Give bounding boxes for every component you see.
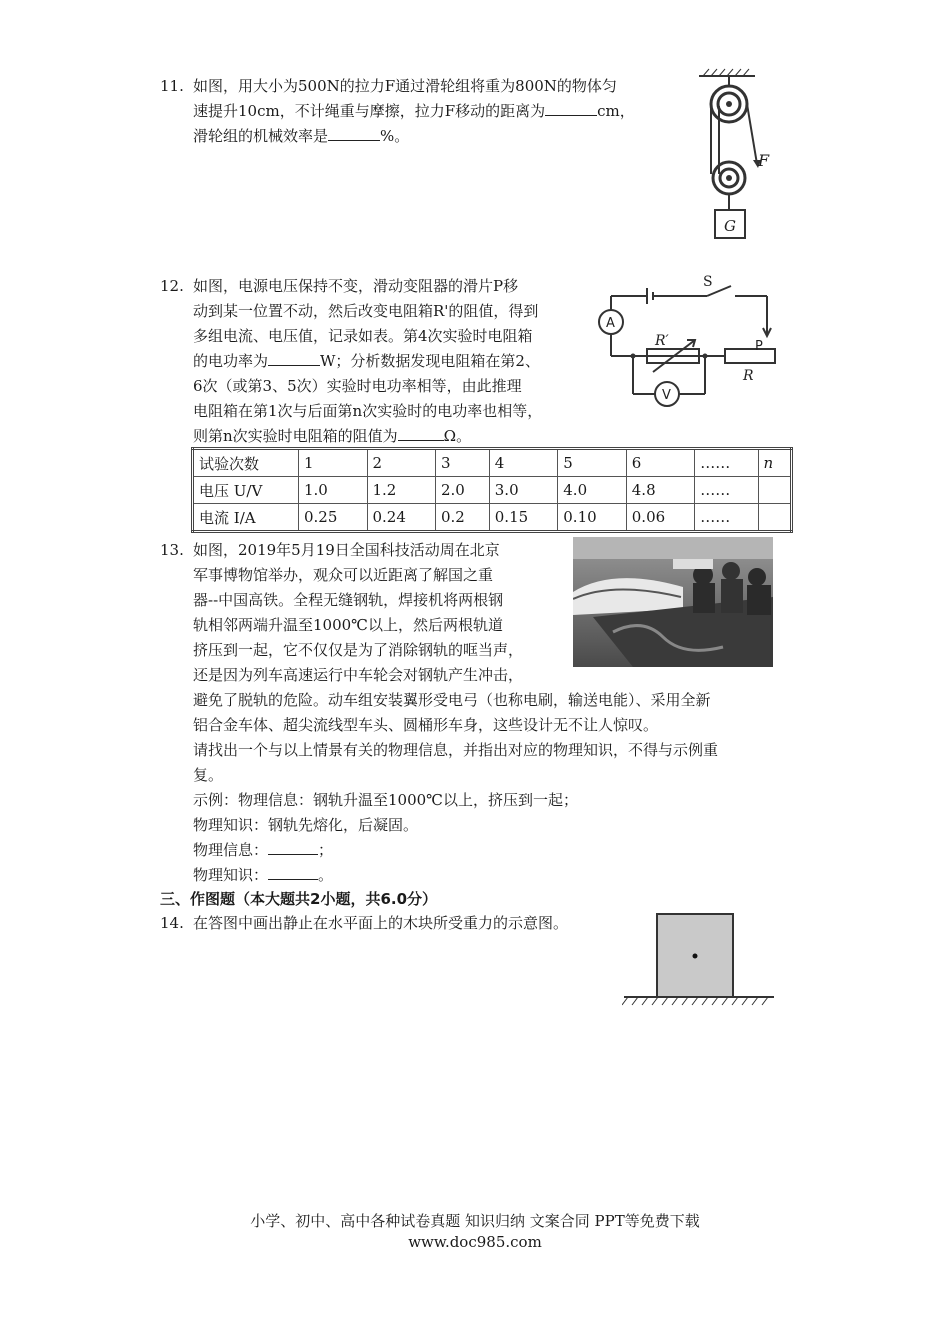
question-number: 14. — [160, 914, 184, 932]
example-text: 物理知识：钢轨先熔化，后凝固。 — [193, 816, 419, 834]
table-cell: 电压 U/V — [193, 477, 299, 504]
weight-label: G — [724, 217, 736, 235]
answer-blank[interactable] — [268, 865, 318, 880]
voltmeter-label: V — [662, 388, 671, 403]
text-fragment: %。 — [380, 127, 410, 145]
question-text: 轨相邻两端升温至1000℃以上，然后两根轨道 — [193, 616, 503, 634]
answer-blank[interactable] — [328, 126, 380, 141]
question-text: 动到某一位置不动，然后改变电阻箱R'的阻值，得到 — [193, 302, 539, 320]
question-number: 13. — [160, 541, 184, 559]
question-text: 6次（或第3、5次）实验时电功率相等，由此推理 — [193, 377, 522, 395]
question-text: 挤压到一起，它不仅仅是为了消除钢轨的哐当声， — [193, 641, 524, 659]
table-cell: …… — [695, 477, 758, 504]
text-fragment: 物理知识： — [193, 866, 269, 884]
question-text: 避免了脱轨的危险。动车组安装翼形受电弓（也称电刷，输送电能）、采用全新 — [193, 691, 711, 709]
question-text: 复。 — [193, 766, 224, 784]
table-cell: 1.0 — [299, 477, 368, 504]
text-fragment: 的电功率为 — [193, 352, 269, 370]
question-text: 请找出一个与以上情景有关的物理信息，并指出对应的物理知识，不得与示例重 — [193, 741, 719, 759]
question-text: 如图，用大小为500N的拉力F通过滑轮组将重为800N的物体匀 — [193, 77, 617, 95]
table-cell: 0.06 — [626, 504, 695, 532]
switch-label: S — [703, 274, 713, 290]
table-cell: n — [758, 449, 791, 477]
answer-blank[interactable] — [268, 840, 318, 855]
table-cell: 1.2 — [367, 477, 436, 504]
data-table — [191, 447, 793, 533]
table-cell: 1 — [299, 449, 368, 477]
question-text: 器--中国高铁。全程无缝钢轨，焊接机将两根钢 — [193, 591, 504, 609]
circuit-diagram — [595, 272, 780, 412]
text-fragment: cm， — [597, 102, 635, 120]
question-number: 11. — [160, 77, 184, 95]
table-cell: 电流 I/A — [193, 504, 299, 532]
table-cell: …… — [695, 449, 758, 477]
table-cell: 0.15 — [489, 504, 558, 532]
answer-blank[interactable] — [545, 101, 597, 116]
table-cell: …… — [695, 504, 758, 532]
answer-blank[interactable] — [398, 426, 444, 441]
question-text — [193, 126, 409, 146]
answer-blank[interactable] — [268, 351, 320, 366]
footer-text: 小学、初中、高中各种试卷真题 知识归纳 文案合同 PPT等免费下载 — [250, 1212, 700, 1230]
text-fragment: 物理信息： — [193, 841, 269, 859]
table-cell: 0.24 — [367, 504, 436, 532]
answer-line — [193, 865, 333, 885]
rheostat-label: R — [743, 368, 754, 384]
question-text: 在答图中画出静止在水平面上的木块所受重力的示意图。 — [193, 914, 569, 932]
question-number: 12. — [160, 277, 184, 295]
high-speed-train-photo — [573, 537, 773, 667]
table-cell: 2.0 — [436, 477, 490, 504]
table-cell: 4 — [489, 449, 558, 477]
question-text — [193, 426, 471, 446]
question-text: 多组电流、电压值，记录如表。第4次实验时电阻箱 — [193, 327, 533, 345]
force-label: F — [758, 151, 770, 170]
question-text — [193, 101, 635, 121]
text-fragment: 则第n次实验时电阻箱的阻值为 — [193, 427, 398, 445]
table-row — [193, 477, 792, 504]
slider-label: P — [755, 339, 763, 354]
table-cell: 4.0 — [558, 477, 627, 504]
question-text: 如图，2019年5月19日全国科技活动周在北京 — [193, 541, 500, 559]
text-fragment: W；分析数据发现电阻箱在第2、 — [320, 352, 540, 370]
wooden-block-figure — [622, 910, 777, 1010]
resistor-box-label: R′ — [655, 333, 669, 349]
question-text — [193, 351, 540, 371]
footer-url[interactable]: www.doc985.com — [408, 1233, 542, 1251]
question-text: 还是因为列车高速运行中车轮会对钢轨产生冲击， — [193, 666, 524, 684]
table-row — [193, 449, 792, 477]
text-fragment: 滑轮组的机械效率是 — [193, 127, 329, 145]
table-cell: 4.8 — [626, 477, 695, 504]
answer-line — [193, 840, 333, 860]
table-cell — [758, 504, 791, 532]
table-row — [193, 504, 792, 532]
table-cell: 3 — [436, 449, 490, 477]
question-text: 铝合金车体、超尖流线型车头、圆桶形车身，这些设计无不让人惊叹。 — [193, 716, 659, 734]
text-fragment: 速提升10cm，不计绳重与摩擦，拉力F移动的距离为 — [193, 102, 546, 120]
question-text: 军事博物馆举办，观众可以近距离了解国之重 — [193, 566, 494, 584]
pulley-system-figure — [695, 66, 785, 246]
table-cell: 0.10 — [558, 504, 627, 532]
section-heading: 三、作图题（本大题共2小题，共6.0分） — [160, 890, 438, 908]
table-cell: 5 — [558, 449, 627, 477]
table-cell: 试验次数 — [193, 449, 299, 477]
photo-illustration — [573, 537, 773, 667]
text-fragment: ； — [318, 841, 334, 859]
ammeter-label: A — [606, 316, 615, 331]
text-fragment: 。 — [318, 866, 334, 884]
text-fragment: Ω。 — [443, 427, 472, 445]
table-cell: 6 — [626, 449, 695, 477]
table-cell: 2 — [367, 449, 436, 477]
table-cell: 3.0 — [489, 477, 558, 504]
question-text: 电阻箱在第1次与后面第n次实验时的电功率也相等， — [193, 402, 543, 420]
table-cell: 0.2 — [436, 504, 490, 532]
table-cell: 0.25 — [299, 504, 368, 532]
example-text: 示例：物理信息：钢轨升温至1000℃以上，挤压到一起； — [193, 791, 578, 809]
question-text: 如图，电源电压保持不变，滑动变阻器的滑片P移 — [193, 277, 519, 295]
table-cell — [758, 477, 791, 504]
